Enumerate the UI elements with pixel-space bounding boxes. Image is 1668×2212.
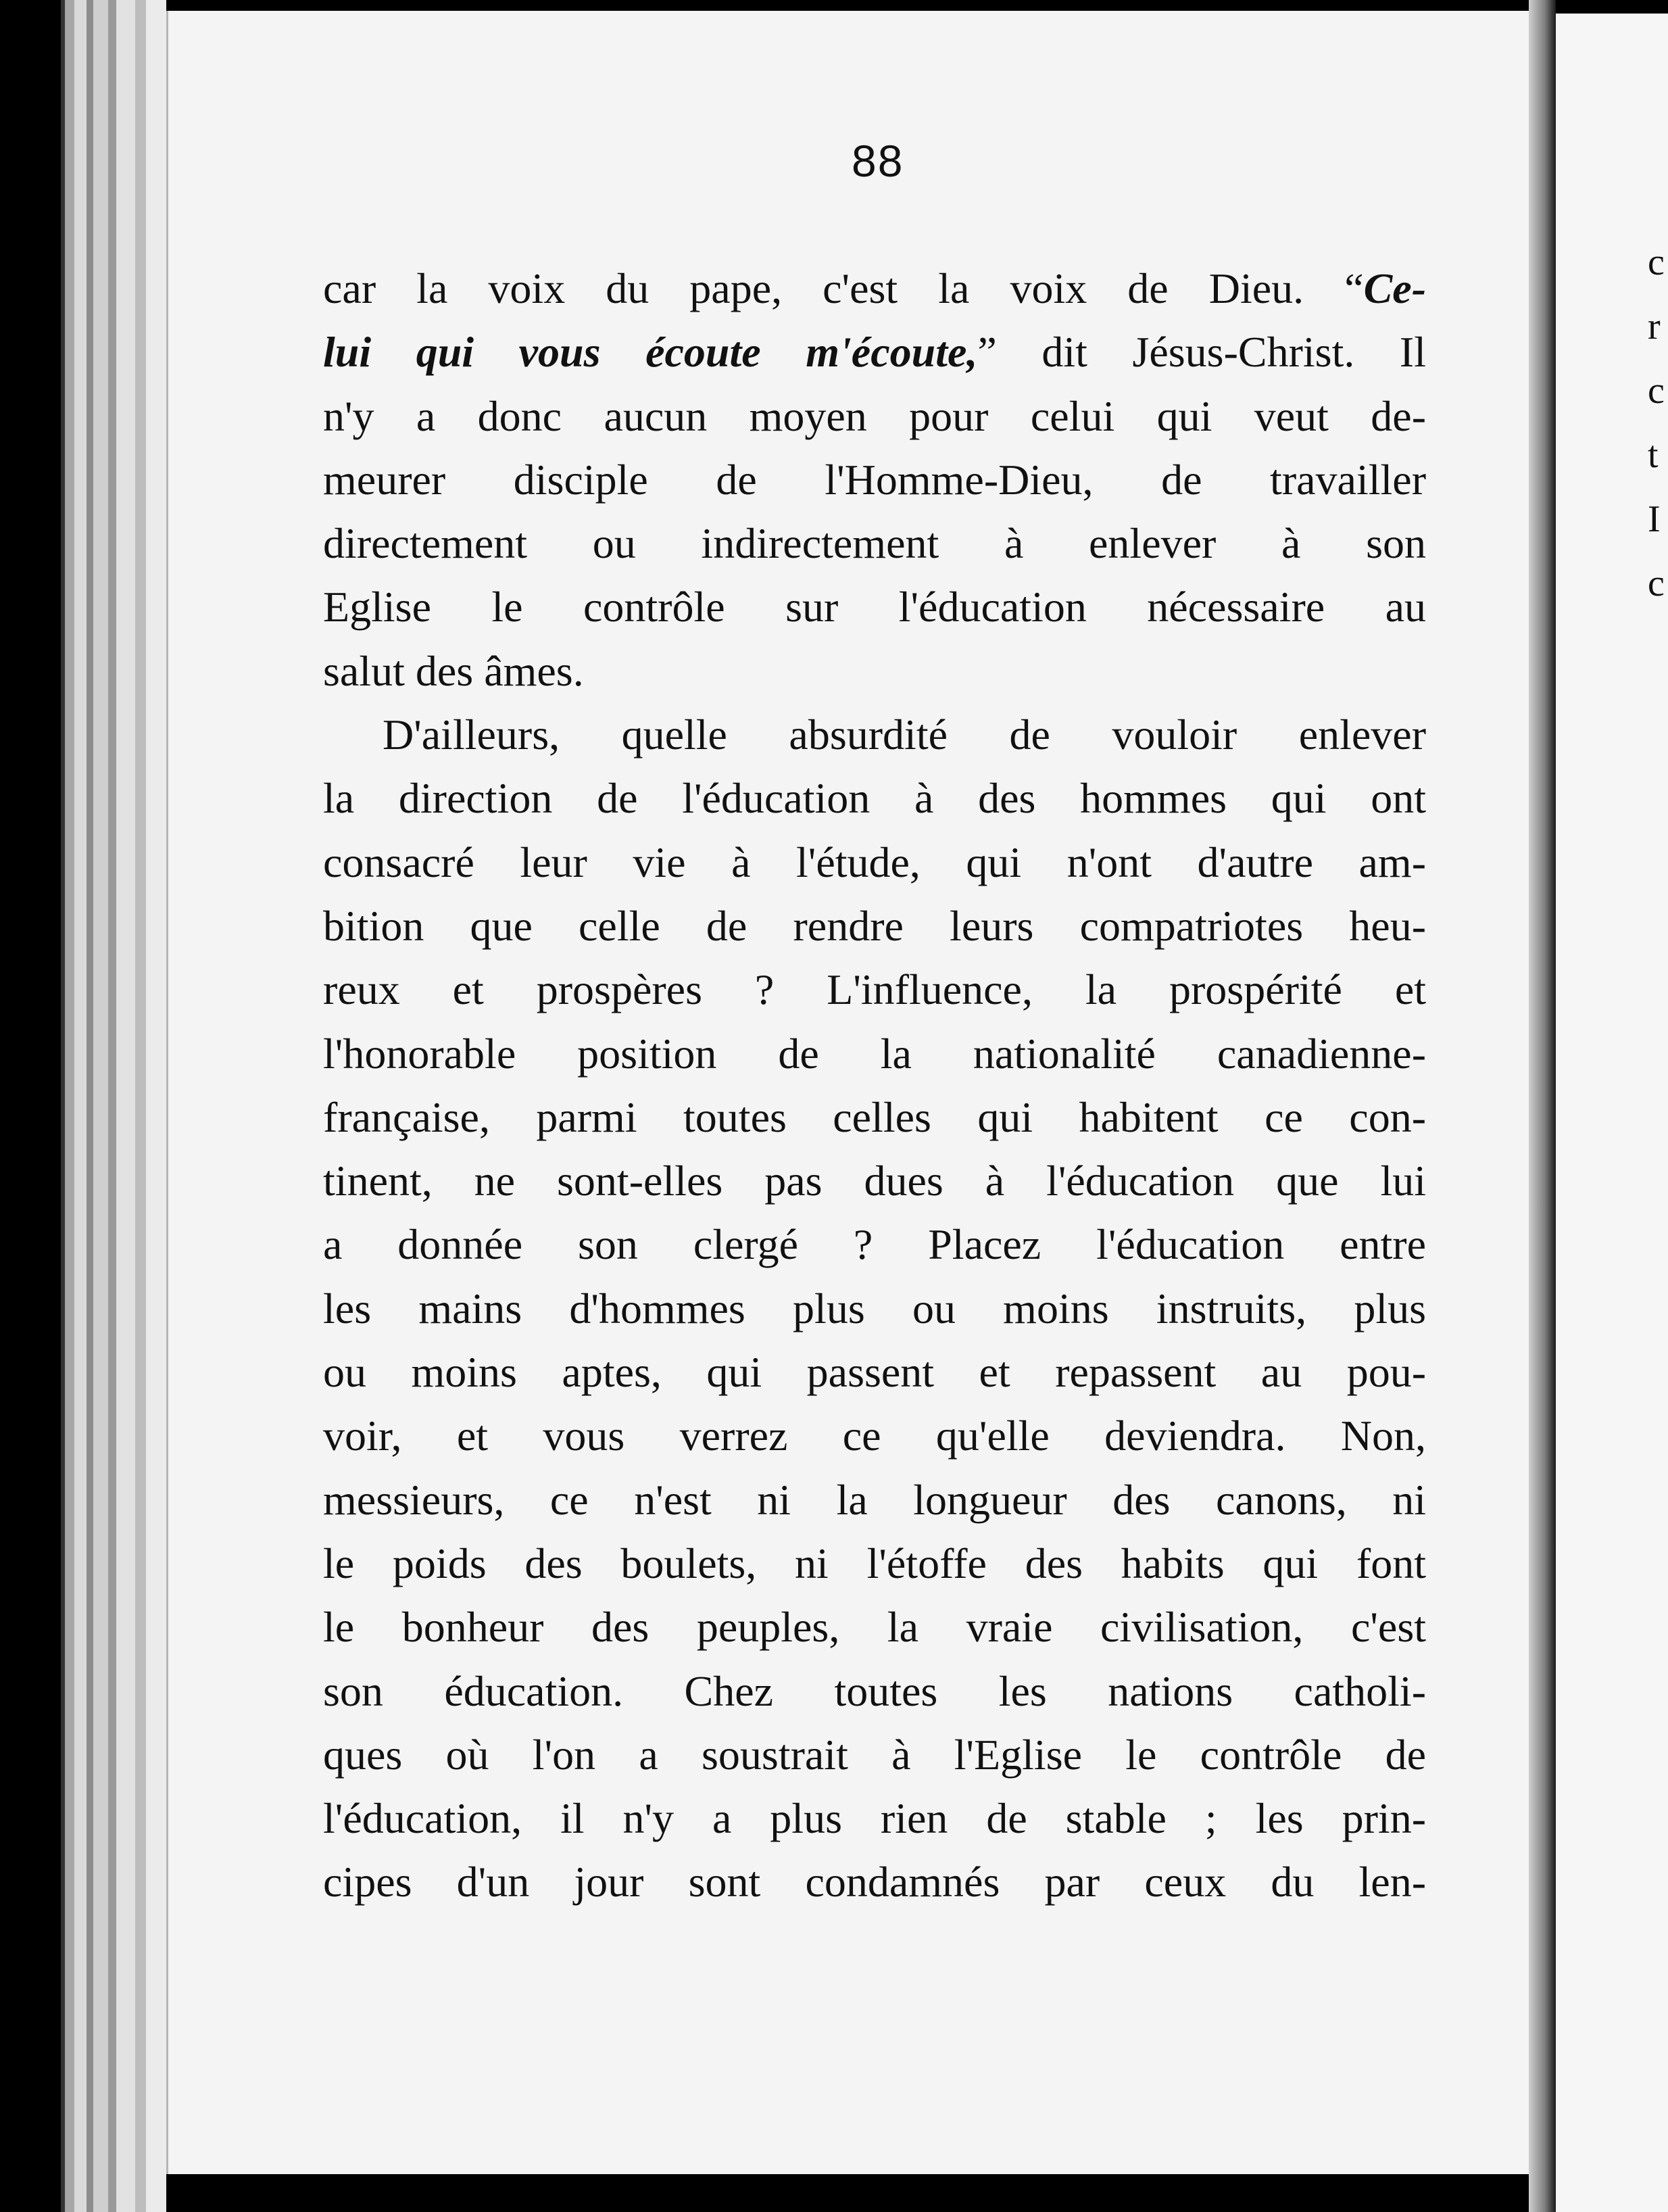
text-line: Eglise le contrôle sur l'éducation nécessaire au bbox=[323, 583, 1426, 631]
page-edge bbox=[135, 0, 146, 2212]
text-line: l'éducation, il n'y a plus rien de stable ; les prin- bbox=[323, 1794, 1426, 1843]
text-line: le bonheur des peuples, la vraie civilisation, c'est bbox=[323, 1603, 1426, 1652]
text-line: D'ailleurs, quelle absurdité de vouloir enlever bbox=[383, 711, 1426, 759]
text-line: meurer disciple de l'Homme-Dieu, de travailler bbox=[323, 455, 1426, 504]
facing-page-glyph: I bbox=[1648, 498, 1661, 540]
page-edge bbox=[87, 0, 93, 2212]
text-line: la direction de l'éducation à des hommes qui ont bbox=[323, 774, 1426, 823]
text-line: ou moins aptes, qui passent et repassent au pou- bbox=[323, 1348, 1426, 1397]
text-line: reux et prospères ? L'influence, la prospérité et bbox=[323, 965, 1426, 1014]
text-line: bition que celle de rendre leurs compatriotes heu- bbox=[323, 901, 1426, 950]
text-line: l'honorable position de la nationalité canadienne- bbox=[323, 1029, 1426, 1078]
text-line: salut des âmes. bbox=[323, 646, 584, 695]
facing-page-glyph: c bbox=[1648, 241, 1665, 283]
facing-page-glyph: c bbox=[1648, 370, 1665, 412]
book-gutter bbox=[1529, 0, 1556, 2212]
page-edge bbox=[74, 0, 87, 2212]
facing-page-glyph: t bbox=[1648, 434, 1659, 476]
facing-page-glyph: r bbox=[1648, 306, 1661, 347]
page-edge bbox=[146, 0, 166, 2212]
page-edge bbox=[93, 0, 108, 2212]
text-line: car la voix du pape, c'est la voix de Dieu. “Ce- bbox=[323, 264, 1426, 312]
page-edge bbox=[116, 0, 135, 2212]
page-number: 88 bbox=[852, 136, 904, 186]
text-line: consacré leur vie à l'étude, qui n'ont d'autre am- bbox=[323, 838, 1426, 886]
text-line: cipes d'un jour sont condamnés par ceux du len- bbox=[323, 1858, 1426, 1906]
page-text bbox=[323, 257, 1426, 1915]
text-line: directement ou indirectement à enlever à son bbox=[323, 519, 1426, 568]
page-edge bbox=[108, 0, 116, 2212]
text-line: voir, et vous verrez ce qu'elle deviendra. Non, bbox=[323, 1412, 1426, 1460]
text-line: française, parmi toutes celles qui habitent ce con- bbox=[323, 1092, 1426, 1141]
text-line: lui qui vous écoute m'écoute,” dit Jésus-Christ. Il bbox=[323, 328, 1426, 377]
text-line: n'y a donc aucun moyen pour celui qui veut de- bbox=[323, 391, 1426, 440]
text-line: son éducation. Chez toutes les nations catholi- bbox=[323, 1666, 1426, 1715]
text-line: ques où l'on a soustrait à l'Eglise le contrôle de bbox=[323, 1730, 1426, 1779]
facing-page-glyph: c bbox=[1648, 562, 1665, 604]
page-edge bbox=[65, 0, 74, 2212]
text-line: a donnée son clergé ? Placez l'éducation entre bbox=[323, 1220, 1426, 1269]
text-line: le poids des boulets, ni l'étoffe des habits qui font bbox=[323, 1539, 1426, 1587]
text-line: messieurs, ce n'est ni la longueur des canons, ni bbox=[323, 1475, 1426, 1524]
text-line: les mains d'hommes plus ou moins instruits, plus bbox=[323, 1284, 1426, 1332]
text-line: tinent, ne sont-elles pas dues à l'éducation que lui bbox=[323, 1157, 1426, 1205]
